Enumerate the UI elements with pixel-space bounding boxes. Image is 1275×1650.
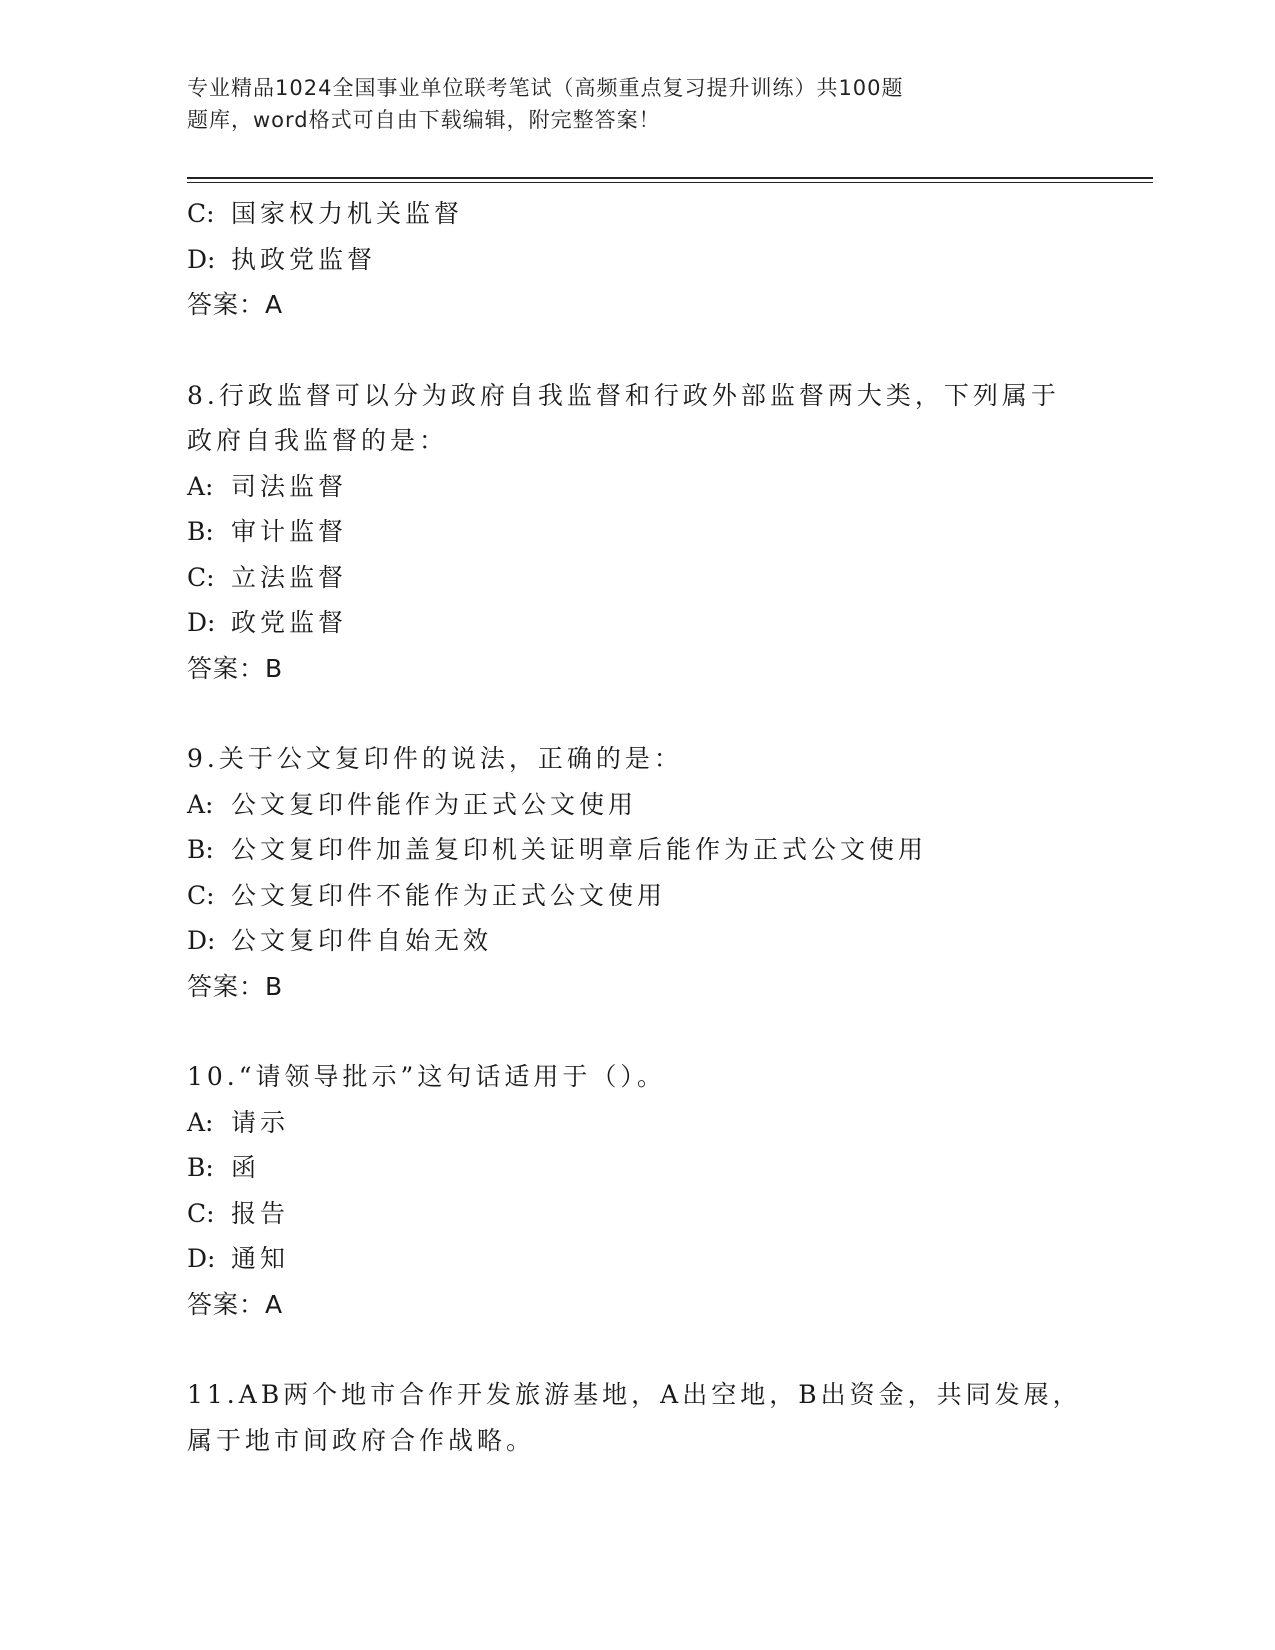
question-stem: 11.AB两个地市合作开发旅游基地，A出空地，B出资金，共同发展， [187, 1380, 1082, 1409]
option-a: A: 司法监督 [187, 471, 348, 501]
question-10 [187, 1054, 1087, 1327]
option-d: D: 通知 [187, 1244, 290, 1273]
option-d: D: 政党监督 [187, 608, 348, 637]
option-a: A: 请示 [187, 1107, 290, 1137]
document-body [187, 191, 1087, 1463]
answer: 答案：B [187, 971, 284, 1001]
question-11 [187, 1372, 1087, 1463]
question-stem: 10.“请领导批示”这句话适用于（）。 [187, 1062, 666, 1091]
option-d: D: 公文复印件自始无效 [187, 926, 493, 955]
option-b: B: 审计监督 [187, 517, 348, 546]
question-7 [187, 191, 1087, 328]
header-divider-thick [187, 177, 1153, 179]
option-b: B: 公文复印件加盖复印机关证明章后能作为正式公文使用 [187, 835, 928, 864]
answer: 答案：B [187, 653, 284, 683]
question-stem-cont: 政府自我监督的是： [187, 426, 449, 455]
option-a: A: 公文复印件能作为正式公文使用 [187, 789, 638, 819]
option-c: C: 公文复印件不能作为正式公文使用 [187, 880, 667, 910]
option-c: C: 报告 [187, 1198, 290, 1228]
question-stem: 8.行政监督可以分为政府自我监督和行政外部监督两大类，下列属于 [187, 380, 1060, 410]
header-divider-thin [187, 182, 1153, 183]
header-line-2: 题库，word格式可自由下载编辑，附完整答案！ [187, 108, 661, 132]
question-stem-cont: 属于地市间政府合作战略。 [187, 1425, 536, 1455]
header-line-1: 专业精品1024全国事业单位联考笔试（高频重点复习提升训练）共100题 [187, 76, 904, 100]
question-9 [187, 736, 1087, 1009]
option-c: C: 立法监督 [187, 562, 348, 592]
option-d: D: 执政党监督 [187, 244, 377, 274]
question-stem: 9.关于公文复印件的说法，正确的是： [187, 744, 683, 773]
option-b: B: 函 [187, 1153, 261, 1182]
question-8 [187, 373, 1087, 692]
answer: 答案：A [187, 1289, 284, 1319]
page-header [187, 72, 1087, 136]
answer: 答案：A [187, 290, 284, 319]
option-c: C: 国家权力机关监督 [187, 199, 464, 228]
